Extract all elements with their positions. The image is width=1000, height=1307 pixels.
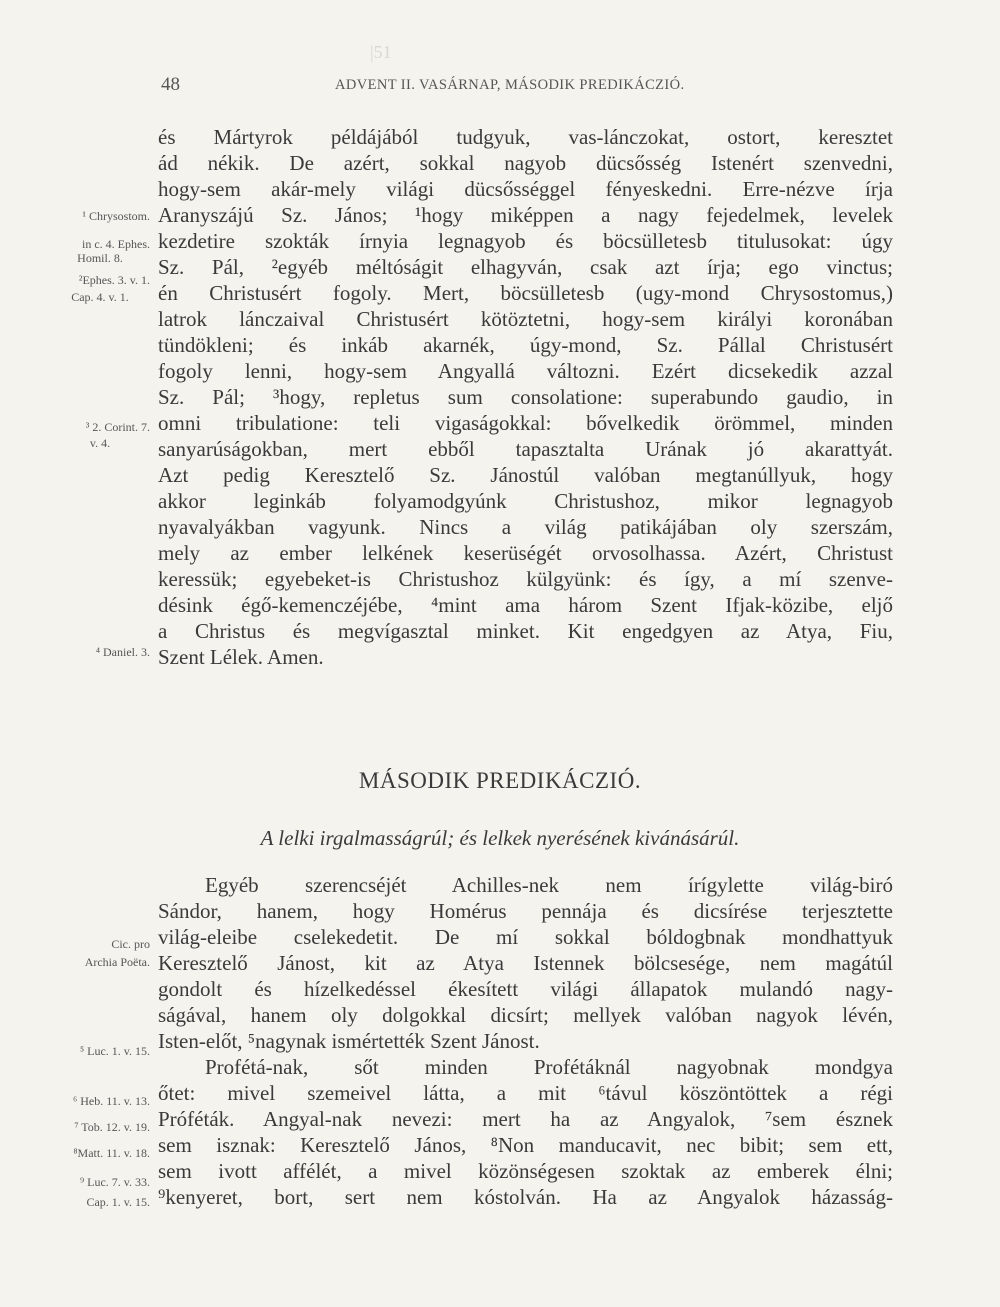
margin-note: v. 4. <box>89 436 111 450</box>
page-number: 48 <box>161 74 180 95</box>
margin-note: ²Ephes. 3. v. 1. <box>78 273 150 287</box>
body-line: désink égő-kemenczéjébe, ⁴mint ama három Szent Ifjak-közibe, eljő <box>158 593 893 617</box>
margin-note: ⁸Matt. 11. v. 18. <box>73 1146 150 1160</box>
body-line: Egyéb szerencséjét Achilles-nek nem írígylette világ-biró <box>205 873 893 897</box>
body-line: akkor leginkáb folyamodgyúnk Christushoz, mikor legnagyob <box>158 489 893 513</box>
margin-note: ⁶ Heb. 11. v. 13. <box>73 1094 150 1108</box>
body-line: Szent Lélek. Amen. <box>158 645 324 669</box>
bleed-through-text: |51 <box>370 42 392 62</box>
body-line: Sándor, hanem, hogy Homérus pennája és dicsírése terjesztette <box>158 899 893 923</box>
body-line: hogy-sem akár-mely világi dücsősséggel fényeskedni. Erre-nézve írja <box>158 177 893 201</box>
body-line: és Mártyrok példájából tudgyuk, vas-lánczokat, ostort, keresztet <box>158 125 893 149</box>
body-line: Profétá-nak, sőt minden Profétáknál nagyobnak mondgya <box>205 1055 893 1079</box>
body-line: sem isznak: Keresztelő János, ⁸Non manducavit, nec bibit; sem ett, <box>158 1133 893 1157</box>
margin-note: Cic. pro <box>111 937 150 951</box>
margin-note: in c. 4. Ephes. <box>82 237 150 251</box>
body-line: nyavalyákban vagyunk. Nincs a világ patikájában oly szerszám, <box>158 515 893 539</box>
running-title: ADVENT II. VASÁRNAP, MÁSODIK PREDIKÁCZIÓ. <box>335 77 685 93</box>
margin-note: Cap. 1. v. 15. <box>86 1195 150 1209</box>
body-line: fogoly lenni, hogy-sem Angyallá változni. Ezért dicsekedik azzal <box>158 359 893 383</box>
body-line: ⁹kenyeret, bort, sert nem kóstolván. Ha az Angyalok házasság- <box>158 1185 893 1209</box>
page-header <box>0 74 1000 104</box>
body-line: gondolt és hízelkedéssel ékesített világi állapatok mulandó nagy- <box>158 977 893 1001</box>
body-line: Isten-előt, ⁵nagynak ismértették Szent Jánost. <box>158 1029 540 1053</box>
body-line: Aranyszájú Sz. János; ¹hogy miképpen a nagy fejedelmek, levelek <box>158 203 893 227</box>
margin-note: ³ 2. Corint. 7. <box>85 420 150 434</box>
body-line: világ-eleibe cselekedetit. De mí sokkal bóldogbnak mondhattyuk <box>158 925 893 949</box>
body-line: én Christusért fogoly. Mert, böcsülletesb (ugy-mond Chrysostomus,) <box>158 281 893 305</box>
margin-note: Cap. 4. v. 1. <box>71 290 129 304</box>
margin-note: ⁹ Luc. 7. v. 33. <box>79 1175 150 1189</box>
body-line: Sz. Pál; ³hogy, repletus sum consolatione: superabundo gaudio, in <box>158 385 893 409</box>
body-line: latrok lánczaival Christusért kötöztetni, hogy-sem királyi koronában <box>158 307 893 331</box>
margin-note: ¹ Chrysostom. <box>82 209 150 223</box>
margin-note: ⁴ Daniel. 3. <box>95 645 150 659</box>
body-line: omni tribulatione: teli vigaságokkal: bővelkedik örömmel, minden <box>158 411 893 435</box>
margin-note: Archia Poëta. <box>84 955 150 969</box>
margin-note: Homil. 8. <box>77 251 123 265</box>
body-line: Sz. Pál, ²egyéb méltóságit elhagyván, csak azt írja; ego vinctus; <box>158 255 893 279</box>
margin-note: ⁵ Luc. 1. v. 15. <box>79 1044 150 1058</box>
body-line: ságával, hanem oly dolgokkal dicsírt; mellyek valóban nagyok lévén, <box>158 1003 893 1027</box>
body-line: tündökleni; és inkáb akarnék, úgy-mond, Sz. Pállal Christusért <box>158 333 893 357</box>
section-heading: MÁSODIK PREDIKÁCZIÓ. <box>358 768 642 793</box>
margin-note: ⁷ Tob. 12. v. 19. <box>74 1120 150 1134</box>
body-line: őtet: mivel szemeivel látta, a mit ⁶távul köszöntöttek a régi <box>158 1081 893 1105</box>
body-line: Próféták. Angyal-nak nevezi: mert ha az Angyalok, ⁷sem észnek <box>158 1107 893 1131</box>
body-line: sanyarúságokban, mert ebből tapasztalta Urának jó akarattyát. <box>158 437 893 461</box>
body-line: Azt pedig Keresztelő Sz. Jánostúl valóban megtanúllyuk, hogy <box>158 463 893 487</box>
body-line: kezdetire szokták írnyia legnagyob és böcsülletesb titulusokat: úgy <box>158 229 893 253</box>
body-line: a Christus és megvígasztal minket. Kit engedgyen az Atya, Fiu, <box>158 619 893 643</box>
section-subheading: A lelki irgalmasságrúl; és lelkek nyerésének kivánásárúl. <box>260 826 740 850</box>
body-line: sem ivott affélét, a mivel közönségesen szoktak az emberek élni; <box>158 1159 893 1183</box>
body-line: Keresztelő Jánost, kit az Atya Istennek bölcsesége, nem magátúl <box>158 951 893 975</box>
body-line: ád nékik. De azért, sokkal nagyob dücsősség Istenért szenvedni, <box>158 151 893 175</box>
body-line: keressük; egyebeket-is Christushoz külgyünk: és így, a mí szenve- <box>158 567 893 591</box>
body-line: mely az ember lelkének keserüségét orvosolhassa. Azért, Christust <box>158 541 893 565</box>
